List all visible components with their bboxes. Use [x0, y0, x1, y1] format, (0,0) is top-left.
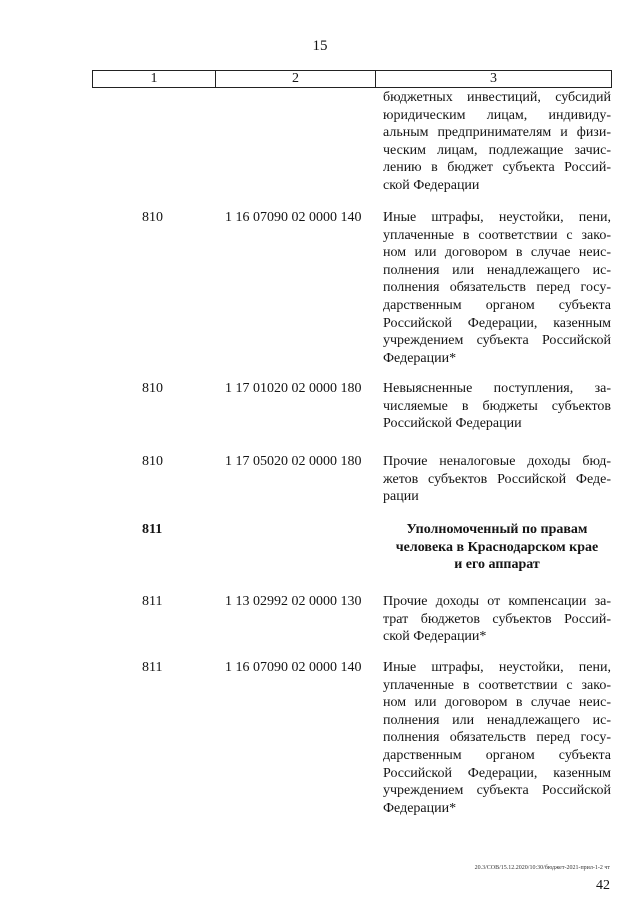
row-description: [383, 89, 611, 195]
description-line: Невыясненные поступления, за-: [383, 381, 611, 396]
description-line: Прочие неналоговые доходы бюд-: [383, 454, 611, 469]
description-line: рации: [383, 489, 419, 505]
description-line: Прочие доходы от компенсации за-: [383, 594, 611, 609]
description-line: числяемые в бюджеты субъектов: [383, 398, 611, 414]
description-line: ской Федерации*: [383, 629, 487, 645]
description-line: дарственным органом субъекта: [383, 297, 611, 313]
description-line: трат бюджетов субъектов Россий-: [383, 611, 611, 627]
row-description: [383, 209, 611, 367]
budget-classification-code: 1 17 01020 02 0000 180: [225, 381, 362, 396]
section-heading: [383, 521, 611, 574]
description-line: учреждением субъекта Российской: [383, 783, 611, 799]
table-header: [92, 70, 612, 88]
admin-code: 810: [142, 454, 163, 469]
row-description: [383, 380, 611, 433]
description-line: дарственным органом субъекта: [383, 747, 611, 763]
heading-line: Уполномоченный по правам: [406, 522, 588, 537]
description-line: альным предпринимателям и физи-: [383, 125, 611, 141]
budget-classification-code: 1 13 02992 02 0000 130: [225, 594, 362, 609]
description-line: учреждением субъекта Российской: [383, 333, 611, 349]
budget-classification-code: 1 16 07090 02 0000 140: [225, 660, 362, 675]
header-col-2: 2: [216, 71, 376, 87]
description-line: Российской Федерации: [383, 416, 522, 432]
budget-classification-code: 1 16 07090 02 0000 140: [225, 210, 362, 225]
admin-code: 810: [142, 210, 163, 225]
heading-line: и его аппарат: [454, 557, 540, 573]
description-line: Федерации*: [383, 350, 457, 366]
description-line: Российской Федерации, казенным: [383, 315, 611, 331]
description-line: жетов субъектов Российской Феде-: [383, 471, 611, 487]
page-number: 15: [312, 38, 328, 54]
header-col-1: 1: [93, 71, 216, 87]
description-line: ческим лицам, подлежащие зачис-: [383, 142, 611, 158]
header-col-3: 3: [490, 71, 497, 86]
description-line: Иные штрафы, неустойки, пени,: [383, 660, 611, 675]
description-line: Федерации*: [383, 800, 457, 816]
description-line: бюджетных инвестиций, субсидий: [383, 90, 611, 105]
admin-code: 811: [142, 660, 163, 675]
description-line: уплаченные в соответствии с зако-: [383, 227, 611, 243]
description-line: Иные штрафы, неустойки, пени,: [383, 210, 611, 225]
description-line: полнения обязательств перед госу-: [383, 280, 611, 296]
description-line: ном или договором в случае неис-: [383, 245, 611, 261]
row-description: [383, 659, 611, 817]
row-description: [383, 453, 611, 506]
heading-line: человека в Краснодарском крае: [395, 539, 599, 555]
description-line: полнения обязательств перед госу-: [383, 730, 611, 746]
admin-code: 810: [142, 381, 163, 396]
description-line: ской Федерации: [383, 177, 480, 193]
budget-classification-code: 1 17 05020 02 0000 180: [225, 454, 362, 469]
description-line: юридическим лицам, индивиду-: [383, 107, 611, 123]
description-line: Российской Федерации, казенным: [383, 765, 611, 781]
row-description: [383, 593, 611, 646]
description-line: ном или договором в случае неис-: [383, 695, 611, 711]
admin-code: 811: [142, 594, 163, 609]
description-line: лению в бюджет субъекта Россий-: [383, 160, 611, 176]
description-line: полнения или ненадлежащего ис-: [383, 712, 611, 728]
description-line: полнения или ненадлежащего ис-: [383, 262, 611, 278]
document-reference: 20.3/СОВ/15.12.2020/10:30/бюджет-2021-прил-1-2 чт: [474, 865, 610, 871]
sheet-number: 42: [596, 878, 610, 893]
admin-code: 811: [142, 522, 163, 537]
description-line: уплаченные в соответствии с зако-: [383, 677, 611, 693]
